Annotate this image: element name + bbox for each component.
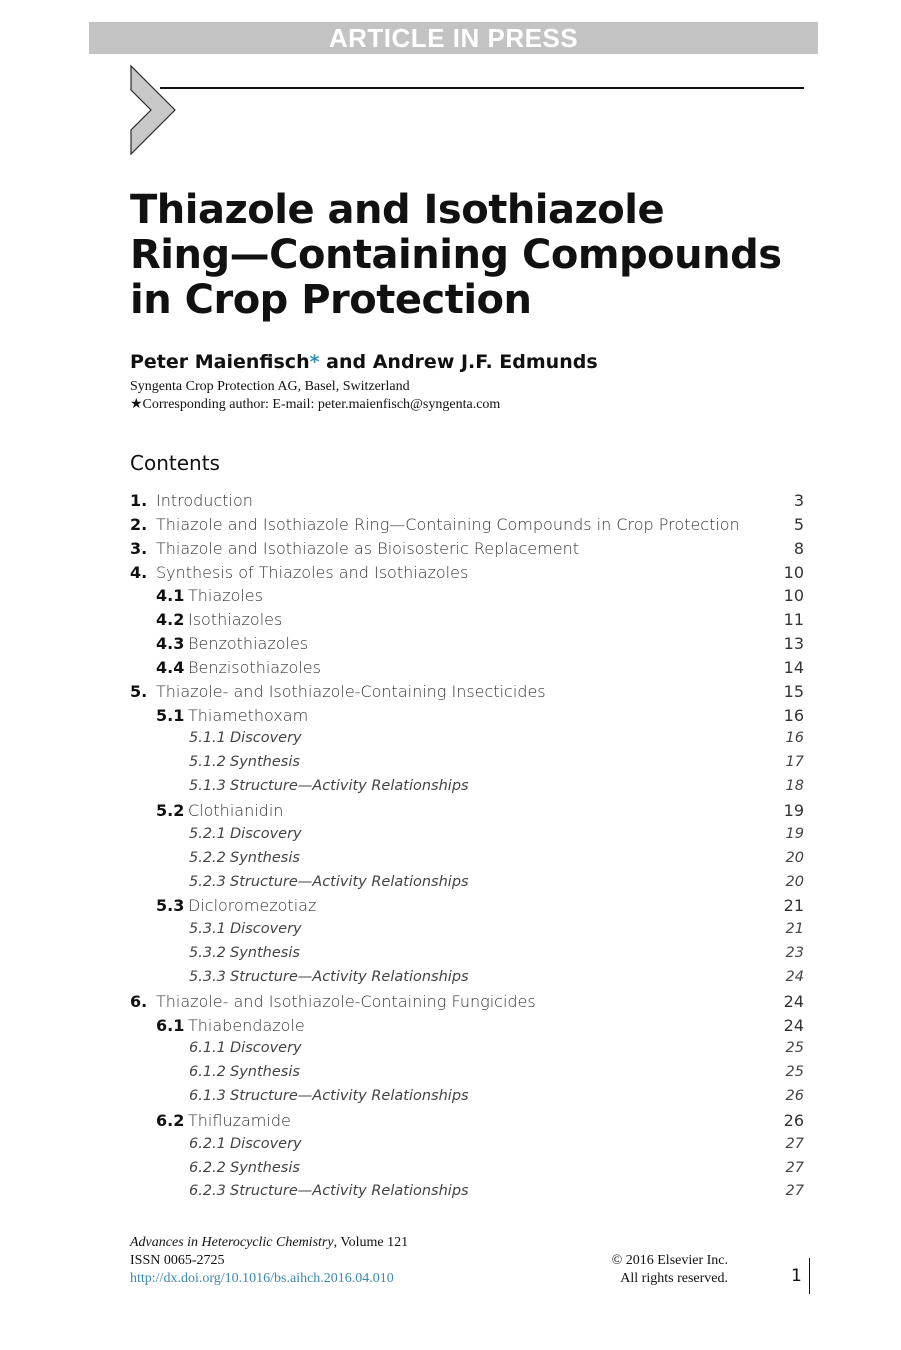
toc-entry-label: Structure—Activity Relationships — [230, 1183, 469, 1200]
toc-entry[interactable] — [130, 799, 804, 823]
toc-entry-label: Thiazoles — [188, 586, 263, 606]
toc-entry-number: 4. — [130, 562, 148, 582]
toc-entry-label: Synthesis of Thiazoles and Isothiazoles — [156, 562, 469, 582]
affiliation-block — [130, 378, 500, 414]
author-first: Peter Maienfisch — [130, 351, 310, 373]
toc-entry-label: Clothianidin — [188, 800, 284, 820]
toc-entry-label: Introduction — [156, 491, 253, 510]
toc-entry-page: 11 — [783, 610, 804, 630]
toc-entry-page: 26 — [785, 1088, 804, 1105]
issn: ISSN 0065-2725 — [130, 1253, 225, 1268]
toc-entry-page: 24 — [783, 1015, 804, 1035]
toc-entry-label: Structure—Activity Relationships — [230, 778, 469, 795]
journal-volume: , Volume 121 — [333, 1235, 409, 1250]
toc-entry-page: 16 — [783, 705, 804, 725]
toc-entry[interactable] — [130, 608, 804, 632]
toc-entry-label: Discovery — [230, 730, 302, 747]
toc-entry-label: Benzisothiazoles — [188, 657, 321, 677]
toc-entry[interactable] — [130, 680, 804, 704]
toc-entry-label: Discovery — [230, 1135, 302, 1152]
toc-entry[interactable] — [130, 942, 804, 966]
toc-entry-label: Synthesis — [230, 1064, 300, 1081]
toc-entry-page: 8 — [793, 538, 804, 558]
journal-name: Advances in Heterocyclic Chemistry — [130, 1235, 334, 1250]
toc-entry[interactable] — [130, 1109, 804, 1133]
toc-entry-label: Structure—Activity Relationships — [230, 968, 469, 985]
toc-entry-label: Synthesis — [230, 1159, 300, 1176]
toc-entry-page: 16 — [785, 730, 804, 747]
toc-entry-label: Thiabendazole — [188, 1015, 305, 1035]
toc-entry-number: 5.1.2 — [189, 754, 226, 771]
toc-entry-number: 5.2.1 — [189, 825, 226, 842]
table-of-contents — [130, 489, 804, 1204]
toc-entry[interactable] — [130, 489, 804, 513]
chapter-title — [130, 188, 830, 323]
toc-entry-number: 5. — [130, 681, 148, 701]
toc-entry-number: 6.2.3 — [189, 1183, 226, 1200]
toc-entry-label: Thiazole- and Isothiazole-Containing Fungicides — [156, 991, 536, 1011]
toc-entry[interactable] — [130, 584, 804, 608]
page-number-divider — [809, 1258, 810, 1294]
toc-entry-label: Thifluzamide — [188, 1110, 291, 1130]
chevron-icon — [129, 64, 177, 156]
header-rule — [160, 87, 804, 89]
toc-entry[interactable] — [130, 1133, 804, 1157]
toc-entry-page: 19 — [783, 800, 804, 820]
toc-entry-page: 25 — [785, 1040, 804, 1057]
toc-entry-number: 1. — [130, 491, 148, 510]
toc-entry-number: 4.3 — [156, 634, 185, 654]
toc-entry-label: Discovery — [230, 921, 302, 938]
toc-entry-number: 5.2.3 — [189, 873, 226, 890]
toc-entry[interactable] — [130, 1037, 804, 1061]
toc-entry-label: Thiazole and Isothiazole as Bioisosteric Replacement — [156, 538, 579, 558]
toc-entry[interactable] — [130, 656, 804, 680]
toc-entry-page: 24 — [783, 991, 804, 1011]
toc-entry[interactable] — [130, 632, 804, 656]
toc-entry-number: 5.2 — [156, 800, 185, 820]
toc-entry[interactable] — [130, 847, 804, 871]
toc-entry-number: 6.1.2 — [189, 1064, 226, 1081]
article-in-press-banner: ARTICLE IN PRESS — [89, 22, 818, 54]
toc-entry-label: Dicloromezotiaz — [188, 896, 317, 916]
toc-entry-label: Thiazole- and Isothiazole-Containing Insecticides — [156, 681, 546, 701]
toc-entry-number: 5.3.1 — [189, 921, 226, 938]
affiliation: Syngenta Crop Protection AG, Basel, Switzerland — [130, 379, 410, 394]
toc-entry-label: Synthesis — [230, 754, 300, 771]
toc-entry-label: Benzothiazoles — [188, 634, 309, 654]
toc-entry-page: 27 — [785, 1135, 804, 1152]
toc-entry-page: 27 — [785, 1159, 804, 1176]
toc-entry[interactable] — [130, 513, 804, 537]
toc-entry[interactable] — [130, 823, 804, 847]
toc-entry[interactable] — [130, 1061, 804, 1085]
toc-entry-label: Structure—Activity Relationships — [230, 873, 469, 890]
toc-entry-number: 5.2.2 — [189, 849, 226, 866]
toc-entry[interactable] — [130, 1014, 804, 1038]
toc-entry-page: 5 — [793, 514, 804, 534]
toc-entry-page: 14 — [783, 657, 804, 677]
toc-entry-page: 10 — [783, 586, 804, 606]
toc-entry[interactable] — [130, 537, 804, 561]
toc-entry-page: 10 — [783, 562, 804, 582]
title-line-3: in Crop Protection — [130, 277, 532, 323]
toc-entry-page: 21 — [783, 896, 804, 916]
toc-entry[interactable] — [130, 561, 804, 585]
toc-entry[interactable] — [130, 751, 804, 775]
rights: All rights reserved. — [620, 1271, 728, 1286]
toc-entry-label: Structure—Activity Relationships — [230, 1088, 469, 1105]
toc-entry[interactable] — [130, 1085, 804, 1109]
toc-entry-number: 6.1 — [156, 1015, 185, 1035]
toc-entry-number: 5.1.3 — [189, 778, 226, 795]
toc-entry[interactable] — [130, 704, 804, 728]
toc-entry-label: Synthesis — [230, 849, 300, 866]
toc-entry-label: Discovery — [230, 825, 302, 842]
toc-entry-number: 6.1.3 — [189, 1088, 226, 1105]
toc-entry[interactable] — [130, 1180, 804, 1204]
toc-entry-label: Discovery — [230, 1040, 302, 1057]
contents-heading: Contents — [130, 451, 220, 475]
toc-entry-page: 20 — [785, 849, 804, 866]
corresponding-author: ★Corresponding author: E-mail: peter.maienfisch@syngenta.com — [130, 397, 501, 412]
toc-entry-label: Thiazole and Isothiazole Ring—Containing Compounds in Crop Protection — [156, 514, 740, 534]
toc-entry-page: 20 — [785, 873, 804, 890]
toc-entry-page: 19 — [785, 825, 804, 842]
toc-entry-page: 13 — [783, 634, 804, 654]
toc-entry-number: 6. — [130, 991, 148, 1011]
toc-entry-number: 4.1 — [156, 586, 185, 606]
toc-entry-number: 6.2.1 — [189, 1135, 226, 1152]
title-line-1: Thiazole and Isothiazole — [130, 187, 665, 233]
toc-entry-number: 5.1 — [156, 705, 185, 725]
toc-entry-page: 23 — [785, 945, 804, 962]
toc-entry-number: 6.2.2 — [189, 1159, 226, 1176]
toc-entry-label: Synthesis — [230, 945, 300, 962]
toc-entry-number: 6.2 — [156, 1110, 185, 1130]
toc-entry-label: Thiamethoxam — [188, 705, 309, 725]
toc-entry-page: 18 — [785, 778, 804, 795]
authors — [130, 351, 598, 373]
toc-entry-number: 4.2 — [156, 610, 185, 630]
toc-entry[interactable] — [130, 990, 804, 1014]
toc-entry[interactable] — [130, 966, 804, 990]
doi-link[interactable]: http://dx.doi.org/10.1016/bs.aihch.2016.04.010 — [130, 1271, 394, 1286]
copyright: © 2016 Elsevier Inc. — [611, 1253, 728, 1268]
toc-entry-number: 5.3.3 — [189, 968, 226, 985]
toc-entry-number: 3. — [130, 538, 148, 558]
toc-entry[interactable] — [130, 727, 804, 751]
title-line-2: Ring—Containing Compounds — [130, 232, 782, 278]
toc-entry-number: 5.1.1 — [189, 730, 226, 747]
page-number: 1 — [791, 1266, 802, 1286]
toc-entry-number: 4.4 — [156, 657, 185, 677]
toc-entry[interactable] — [130, 894, 804, 918]
toc-entry-page: 17 — [785, 754, 804, 771]
toc-entry[interactable] — [130, 1157, 804, 1181]
toc-entry[interactable] — [130, 775, 804, 799]
corresponding-star-link[interactable]: * — [309, 351, 320, 373]
toc-entry-page: 3 — [793, 491, 804, 510]
toc-entry-number: 2. — [130, 514, 148, 534]
toc-entry-number: 6.1.1 — [189, 1040, 226, 1057]
footer-copyright — [612, 1252, 728, 1288]
toc-entry-page: 26 — [783, 1110, 804, 1130]
author-rest: and Andrew J.F. Edmunds — [319, 351, 598, 373]
toc-entry-page: 27 — [785, 1183, 804, 1200]
toc-entry-page: 25 — [785, 1064, 804, 1081]
toc-entry-number: 5.3 — [156, 896, 185, 916]
toc-entry-page: 24 — [785, 968, 804, 985]
toc-entry-label: Isothiazoles — [188, 610, 283, 630]
toc-entry-page: 21 — [785, 921, 804, 938]
footer-citation — [130, 1234, 408, 1288]
toc-entry[interactable] — [130, 918, 804, 942]
toc-entry[interactable] — [130, 871, 804, 895]
toc-entry-page: 15 — [783, 681, 804, 701]
toc-entry-number: 5.3.2 — [189, 945, 226, 962]
